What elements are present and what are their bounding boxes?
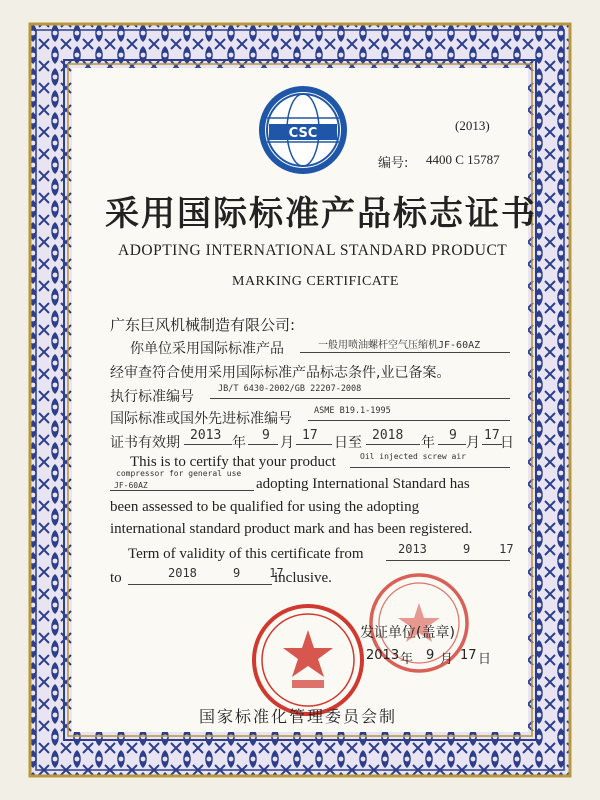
certificate-year: (2013): [455, 118, 490, 133]
issue-date-year-unit: 年: [400, 652, 414, 667]
issuer-label: 发证单位(盖章): [360, 625, 455, 641]
to-label-cn: 日至: [334, 435, 362, 451]
day-unit: 日: [500, 435, 514, 451]
english-line1: This is to certify that your product: [130, 454, 336, 470]
year-unit-1: 年: [232, 435, 246, 451]
en-from-date: 2013 9 17: [398, 542, 514, 556]
intl-standard-label: 国际标准或国外先进标准编号: [110, 411, 292, 427]
title-english-line1: ADOPTING INTERNATIONAL STANDARD PRODUCT: [118, 242, 508, 259]
issue-date-year: 2013: [366, 648, 400, 663]
en-inclusive: inclusive.: [274, 570, 332, 586]
en-product-part1: Oil injected screw air: [360, 452, 466, 461]
title-chinese: 采用国际标准产品标志证书: [105, 194, 537, 234]
validity-end-year: 2018: [372, 428, 404, 443]
en-to-date: 2018 9 17: [168, 566, 284, 580]
validity-label: 证书有效期: [110, 435, 180, 451]
en-product-part3: JF-60AZ: [114, 481, 148, 490]
csc-logo: [255, 82, 351, 178]
exec-standard-label: 执行标准编号: [110, 389, 194, 405]
issue-date-day: 17: [460, 648, 477, 663]
english-line3: been assessed to be qualified for using the adopting: [110, 499, 420, 515]
official-seal-red: [248, 600, 368, 720]
english-line2: adopting International Standard has: [256, 476, 470, 492]
title-english-line2: MARKING CERTIFICATE: [232, 274, 399, 289]
product-chinese: 一般用喷油螺杆空气压缩机JF-60AZ: [318, 340, 481, 351]
en-to-label: to: [110, 570, 122, 586]
issue-date-month: 9: [426, 648, 435, 663]
validity-start-day: 17: [302, 428, 318, 443]
intl-standard-value: ASME B19.1-1995: [314, 406, 391, 416]
year-unit-2: 年: [421, 435, 435, 451]
exec-standard-value: JB/T 6430-2002/GB 22207-2008: [218, 384, 362, 394]
serial-number: 4400 C 15787: [426, 152, 500, 167]
validity-start-year: 2013: [190, 428, 222, 443]
english-line4: international standard product mark and has been registered.: [110, 521, 473, 537]
issue-date-day-unit: 日: [478, 652, 492, 667]
logo-text: CSC: [288, 126, 318, 141]
en-product-part2: compressor for general use: [116, 469, 242, 478]
validity-end-day: 17: [484, 428, 500, 443]
line2-text: 经审查符合使用采用国际标准产品标志条件,业已备案。: [110, 365, 451, 381]
validity-start-month: 9: [262, 428, 270, 443]
english-line5: Term of validity of this certificate from: [128, 546, 364, 562]
line1-label: 你单位采用国际标准产品: [130, 341, 284, 357]
footer-issuer: 国家标准化管理委员会制: [199, 707, 398, 726]
month-unit-2: 月: [466, 435, 480, 451]
validity-end-month: 9: [449, 428, 457, 443]
company-name: 广东巨风机械制造有限公司:: [110, 316, 296, 334]
issue-date-month-unit: 月: [440, 652, 454, 667]
serial-label: 编号:: [378, 156, 409, 171]
month-unit-1: 月: [280, 435, 294, 451]
